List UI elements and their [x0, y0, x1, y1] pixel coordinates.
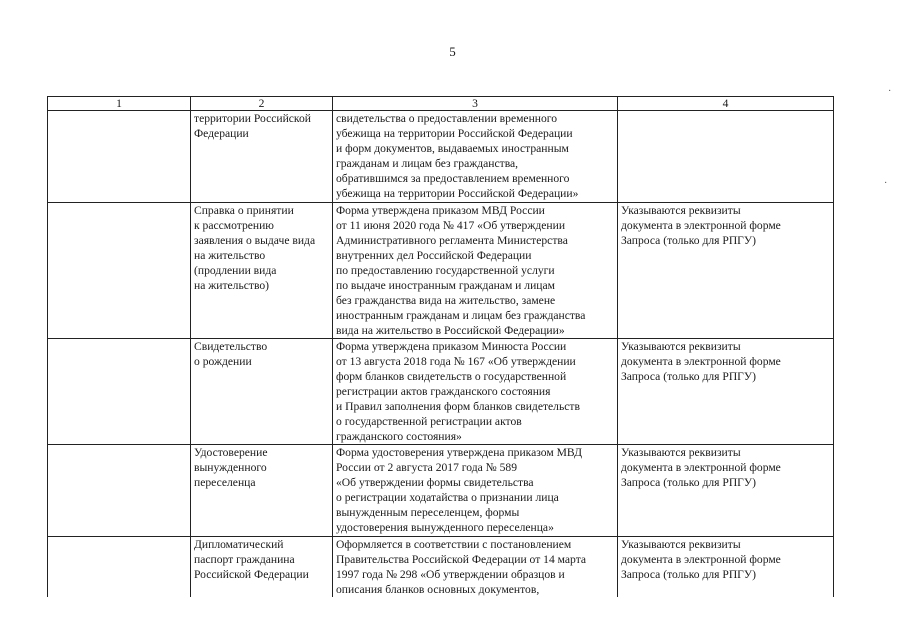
document-table — [47, 96, 834, 597]
document-note-cell: Указываются реквизиты документа в электронной форме Запроса (только для РПГУ) — [618, 203, 834, 339]
page-number: 5 — [449, 44, 456, 59]
table-cell — [48, 203, 191, 339]
document-basis-cell: свидетельства о предоставлении временного убежища на территории Российской Федерации и форм документов, выдаваемых иностранным гражданам и лицам без гражданства, обратившимся за предоставлением временного убежища на территории Российской Федерации» — [333, 111, 618, 203]
document-basis-cell: Форма утверждена приказом Минюста России от 13 августа 2018 года № 167 «Об утверждении форм бланков свидетельств о государственной регистрации актов гражданского состояния и Правил заполнения форм бланков свидетельств о государственной регистрации актов гражданского состояния» — [333, 339, 618, 445]
table-header-row — [48, 97, 834, 111]
scan-speck: · — [888, 86, 892, 97]
table-row — [48, 111, 834, 203]
document-name-cell: Удостоверение вынужденного переселенца — [191, 445, 333, 537]
table-row — [48, 339, 834, 445]
document-note-cell: Указываются реквизиты документа в электронной форме Запроса (только для РПГУ) — [618, 445, 834, 537]
table-cell — [48, 111, 191, 203]
document-basis-cell: Форма удостоверения утверждена приказом МВД России от 2 августа 2017 года № 589 «Об утверждении формы свидетельства о регистрации ходатайства о признании лица вынужденным переселенцем, формы удостоверения вынужденного переселенца» — [333, 445, 618, 537]
document-note-cell: Указываются реквизиты документа в электронной форме Запроса (только для РПГУ) — [618, 537, 834, 598]
table-cell — [48, 537, 191, 598]
column-header-2: 2 — [191, 97, 333, 111]
column-header-4: 4 — [618, 97, 834, 111]
scan-speck: · — [884, 178, 888, 189]
document-note-cell — [618, 111, 834, 203]
table-cell — [48, 339, 191, 445]
table-cell — [48, 445, 191, 537]
document-name-cell: Справка о принятии к рассмотрению заявления о выдаче вида на жительство (продлении вида на жительство) — [191, 203, 333, 339]
document-name-cell: Дипломатический паспорт гражданина Российской Федерации — [191, 537, 333, 598]
document-basis-cell: Оформляется в соответствии с постановлением Правительства Российской Федерации от 14 марта 1997 года № 298 «Об утверждении образцов и описания бланков основных документов, — [333, 537, 618, 598]
document-basis-cell: Форма утверждена приказом МВД России от 11 июня 2020 года № 417 «Об утверждении Административного регламента Министерства внутренних дел Российской Федерации по предоставлению государственной услуги по выдаче иностранным гражданам и лицам без гражданства вида на жительство, замене иностранным гражданам и лицам без гражданства вида на жительство в Российской Федерации» — [333, 203, 618, 339]
column-header-1: 1 — [48, 97, 191, 111]
document-name-cell: Свидетельство о рождении — [191, 339, 333, 445]
document-name-cell: территории Российской Федерации — [191, 111, 333, 203]
table-row — [48, 445, 834, 537]
table-row — [48, 537, 834, 598]
table-row — [48, 203, 834, 339]
document-note-cell: Указываются реквизиты документа в электронной форме Запроса (только для РПГУ) — [618, 339, 834, 445]
column-header-3: 3 — [333, 97, 618, 111]
